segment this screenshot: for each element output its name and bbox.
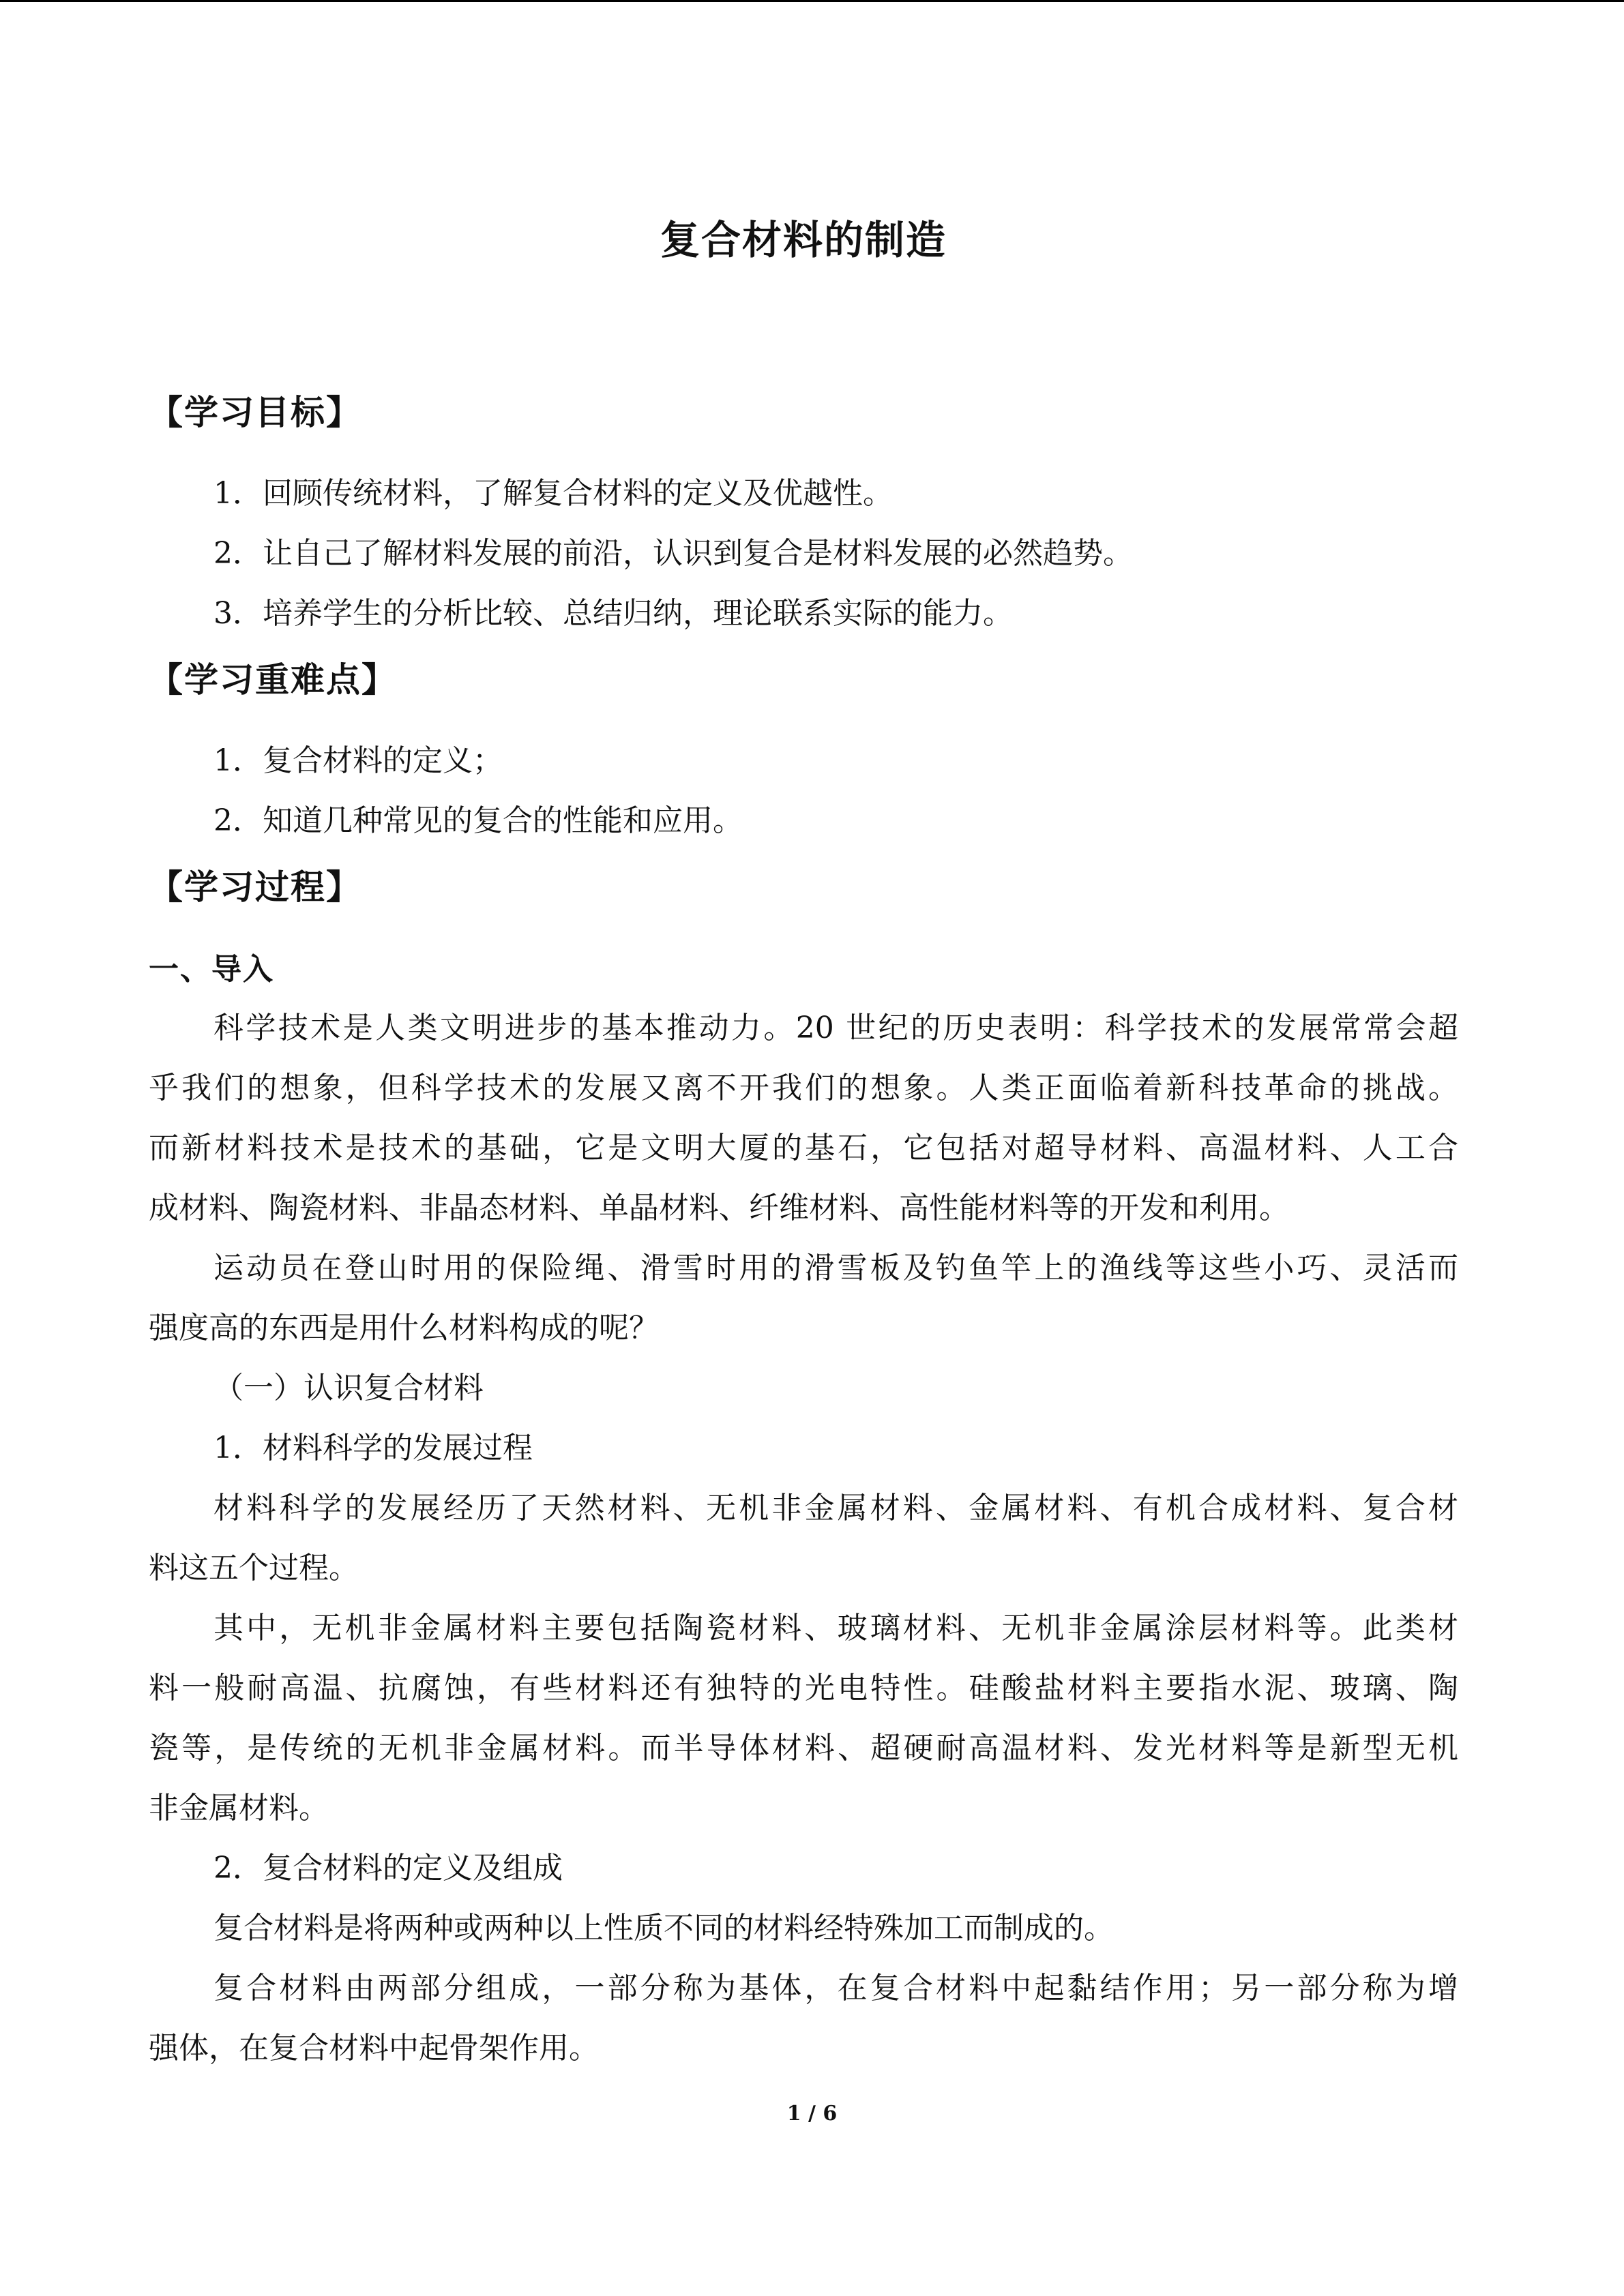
page-number: 1 / 6 [786, 2102, 838, 2126]
paragraph-line: 强体，在复合材料中起骨架作用。 [149, 2031, 599, 2066]
objectives-heading: 【学习目标】 [149, 393, 361, 432]
document-title: 复合材料的制造 [660, 217, 947, 263]
intro-subheading: 一、导入 [149, 952, 274, 987]
paragraph-line: 而新材料技术是技术的基础，它是文明大厦的基石，它包括对超导材料、高温材料、人工合 [149, 1131, 1458, 1165]
paragraph-line: 乎我们的想象，但科学技术的发展又离不开我们的想象。人类正面临着新科技革命的挑战。 [149, 1071, 1458, 1105]
paragraph-line: 材料科学的发展经历了天然材料、无机非金属材料、金属材料、有机合成材料、复合材 [213, 1491, 1458, 1525]
paragraph-line: 料一般耐高温、抗腐蚀，有些材料还有独特的光电特性。硅酸盐材料主要指水泥、玻璃、陶 [149, 1671, 1458, 1705]
section-subtitle: 1．材料科学的发展过程 [213, 1431, 533, 1465]
paragraph-line: 强度高的东西是用什么材料构成的呢？ [149, 1311, 659, 1345]
objective-item: 3．培养学生的分析比较、总结归纳，理论联系实际的能力。 [213, 596, 1013, 631]
key-point-item: 2．知道几种常见的复合的性能和应用。 [213, 803, 743, 838]
section-subtitle: （一）认识复合材料 [213, 1371, 484, 1405]
paragraph-line: 其中，无机非金属材料主要包括陶瓷材料、玻璃材料、无机非金属涂层材料等。此类材 [213, 1611, 1458, 1645]
paragraph-line: 非金属材料。 [149, 1791, 329, 1825]
paragraph-line: 复合材料是将两种或两种以上性质不同的材料经特殊加工而制成的。 [213, 1911, 1114, 1945]
key-points-heading: 【学习重难点】 [149, 660, 397, 700]
paragraph-line: 瓷等，是传统的无机非金属材料。而半导体材料、超硬耐高温材料、发光材料等是新型无机 [149, 1731, 1458, 1765]
paragraph-line: 料这五个过程。 [149, 1551, 359, 1585]
paragraph-line: 成材料、陶瓷材料、非晶态材料、单晶材料、纤维材料、高性能材料等的开发和利用。 [149, 1191, 1289, 1225]
paragraph-line: 科学技术是人类文明进步的基本推动力。20 世纪的历史表明：科学技术的发展常常会超 [213, 1011, 1458, 1045]
paragraph-line: 运动员在登山时用的保险绳、滑雪时用的滑雪板及钓鱼竿上的渔线等这些小巧、灵活而 [213, 1251, 1458, 1285]
top-border [0, 0, 1624, 2]
paragraph-line: 复合材料由两部分组成，一部分称为基体，在复合材料中起黏结作用；另一部分称为增 [213, 1971, 1458, 2006]
key-point-item: 1．复合材料的定义； [213, 743, 503, 778]
process-heading: 【学习过程】 [149, 867, 361, 907]
objective-item: 1．回顾传统材料，了解复合材料的定义及优越性。 [213, 476, 893, 511]
section-subtitle: 2．复合材料的定义及组成 [213, 1851, 563, 1885]
objective-item: 2．让自己了解材料发展的前沿，认识到复合是材料发展的必然趋势。 [213, 536, 1133, 571]
